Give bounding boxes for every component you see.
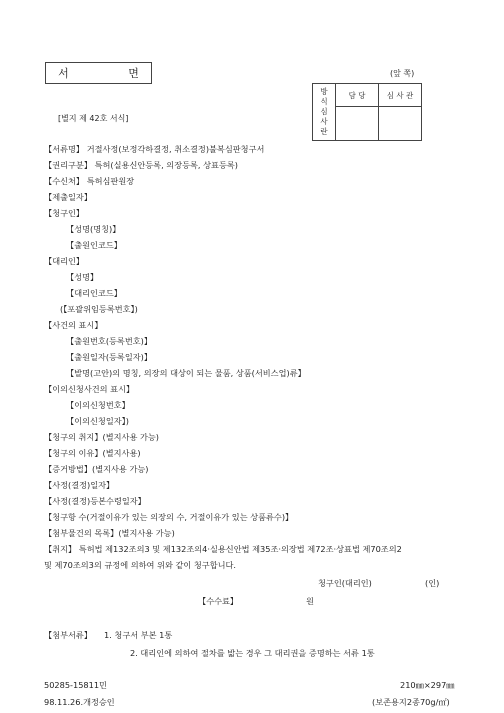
approval-cell-examiner[interactable] <box>379 107 422 141</box>
field-agent: 【대리인】 <box>44 256 85 266</box>
field-decision-date: 【사정(결정)일자】 <box>44 480 115 490</box>
field-general-power-no: (【포괄위임등록번호】) <box>60 304 138 314</box>
field-evidence: 【증거방법】(별지사용 가능) <box>44 464 149 474</box>
field-case-indication: 【사건의 표시】 <box>44 320 103 330</box>
approval-side-label: 방 식 심 사 란 <box>313 84 336 141</box>
field-document-name: 【서류명】 거절사정(보정각하결정, 취소결정)불복심판청구서 <box>44 144 265 154</box>
footer-paper: (보존용지2종70g/㎡) <box>372 697 450 707</box>
field-intent-line1: 【취지】 특허법 제132조의3 및 제132조의4·실용신안법 제35조·의장법 제72조·상표법 제70조의2 <box>44 544 402 554</box>
signature-seal: (인) <box>425 578 440 588</box>
field-claim-count: 【청구항 수(거절이유가 있는 의장의 수, 거절이유가 있는 상품류수)】 <box>44 512 294 522</box>
footer-code: 50285-15811민 <box>44 680 107 690</box>
field-attached-list: 【첨부물건의 목록】(별지사용 가능) <box>44 528 175 538</box>
field-right-type: 【권리구분】 특허(실용신안등록, 의장등록, 상표등록) <box>44 160 238 170</box>
field-opposition-no: 【이의신청번호】 <box>66 400 130 410</box>
front-side-label: (앞 쪽) <box>390 69 415 78</box>
field-applicant-code: 【출원인코드】 <box>66 240 122 250</box>
fee-unit: 원 <box>306 596 314 606</box>
field-claim-purpose: 【청구의 취지】(별지사용 가능) <box>44 432 159 442</box>
approval-cell-staff[interactable] <box>336 107 379 141</box>
field-invention-title: 【발명(고안)의 명칭, 의장의 대상이 되는 물품, 상품(서비스업)류】 <box>66 368 306 378</box>
signature-label: 청구인(대리인) <box>318 578 372 588</box>
form-number: [별지 제 42호 서식] <box>58 114 129 123</box>
field-opposition-date: 【이의신청일자】) <box>66 416 129 426</box>
attachment-item-1: 1. 청구서 부본 1통 <box>104 630 173 640</box>
fee-label: 【수수료】 <box>198 596 239 606</box>
field-decision-receipt-date: 【사정(결정)등본수령일자】 <box>44 496 146 506</box>
approval-col-staff: 담 당 <box>336 84 379 107</box>
attachment-item-2: 2. 대리인에 의하여 절차를 밟는 경우 그 대리권을 증명하는 서류 1통 <box>130 648 375 658</box>
field-petitioner: 【청구인】 <box>44 208 85 218</box>
field-agent-code: 【대리인코드】 <box>66 288 122 298</box>
field-submission-date: 【제출일자】 <box>44 192 93 202</box>
field-petitioner-name: 【성명(명칭)】 <box>66 224 121 234</box>
field-recipient: 【수신처】 특허심판원장 <box>44 176 135 186</box>
approval-box <box>312 83 422 141</box>
field-claim-reason: 【청구의 이유】(별지사용) <box>44 448 141 458</box>
document-title: 서 면 <box>45 62 152 84</box>
attachments-label: 【첨부서류】 <box>44 630 93 640</box>
footer-approval-date: 98.11.26.개정승인 <box>44 697 115 707</box>
approval-col-examiner: 심 사 관 <box>379 84 422 107</box>
field-opposition-case: 【이의신청사건의 표시】 <box>44 384 135 394</box>
footer-size: 210㎜×297㎜ <box>400 680 455 690</box>
field-application-date: 【출원일자(등록일자)】 <box>66 352 153 362</box>
field-agent-name: 【성명】 <box>66 272 99 282</box>
field-intent-line2: 및 제70조의3의 규정에 의하여 위와 같이 청구합니다. <box>44 560 237 570</box>
field-application-no: 【출원번호(등록번호)】 <box>66 336 153 346</box>
